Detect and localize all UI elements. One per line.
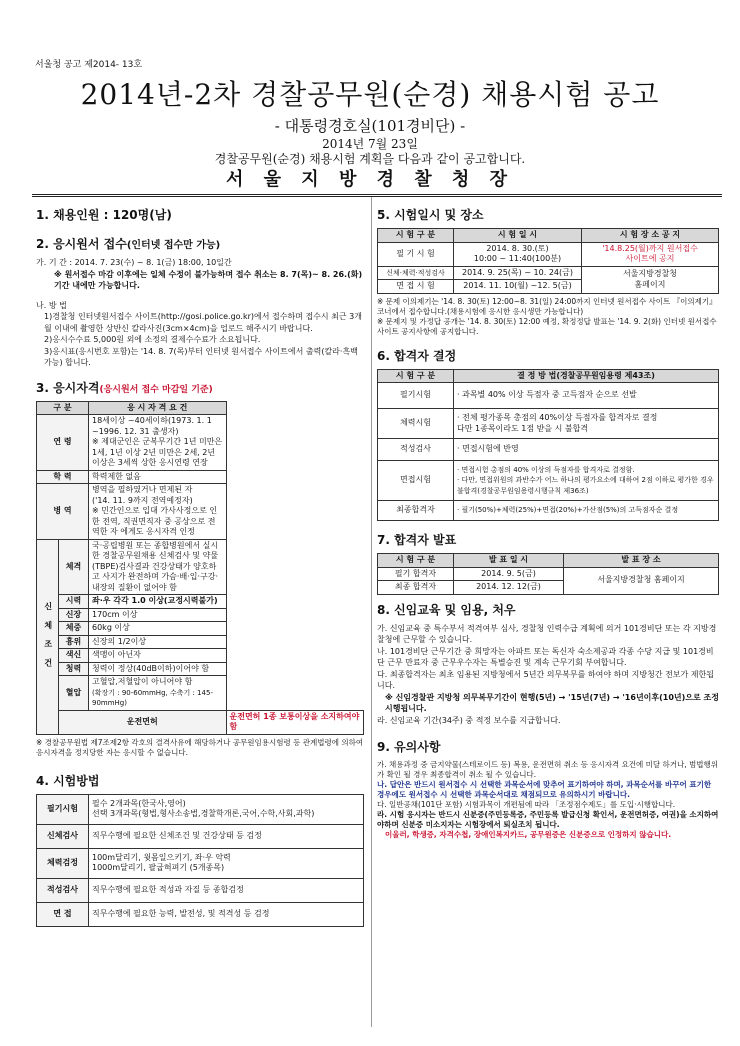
vision-text: 좌·우 각각 1.0 이상(교정시력불가): [89, 595, 227, 609]
page-title: 2014년-2차 경찰공무원(순경) 채용시험 공고: [80, 78, 660, 111]
military-text: 병역을 필하였거나 면제된 자 ('14. 11. 9까지 전역예정자) ※ 민간인으로 입대 가사사정으로 인한 전역, 직권면직자 중 공상으로 전역한 자 에게도 응시자격 인정: [89, 484, 227, 540]
chest-label: 흉위: [59, 635, 89, 649]
section-2-title-main: 2. 응시원서 접수: [36, 237, 127, 251]
s9-na: 나. 답안은 반드시 원서접수 시 선택한 과목순서에 맞추어 표기하여야 하며, 과목순서를 바꾸어 표기한 경우에도 원서접수 시 선택한 과목순서대로 채점되므로 유의하시기 바랍니다.: [377, 780, 712, 799]
license-label: 운전면허: [59, 710, 227, 734]
weight-label: 체중: [59, 622, 89, 636]
color-vision-text: 색맹이 아닌자: [89, 649, 227, 663]
s6-label-1: 체력시험: [378, 409, 454, 439]
edu-label: 학 력: [37, 470, 89, 484]
s6-label-4: 최종합격자: [378, 501, 454, 521]
s8-ga: 가. 신임교육 중 특수부서 적격여부 심사, 경찰청 인력수급 계획에 의거 101경비단 또는 각 지방경찰청에 근무할 수 있습니다.: [377, 623, 717, 644]
exam-schedule-table: [377, 228, 719, 294]
announcement-table: [377, 553, 719, 595]
method-text-1: 직무수행에 필요한 신체조건 및 건강상태 등 검정: [89, 824, 364, 848]
s6-text-4: · 필기(50%)+체력(25%)+면접(20%)+가산점(5%)의 고득점자순 결정: [454, 501, 719, 521]
military-label: 병 역: [37, 484, 89, 540]
s5-th-0: 시 험 구 분: [378, 229, 454, 243]
s5-r1-date: 2014. 8. 30.(토) 10:00 ~ 11:40(100분): [454, 242, 582, 266]
intro-text: 경찰공무원(순경) 채용시험 계획을 다음과 같이 공고합니다.: [214, 152, 526, 166]
age-text: 18세이상 ~40세이하(1973. 1. 1 ~1996. 12. 31 출생자) ※ 제대군인은 군복무기간 1년 미만은 1세, 1년 이상 2년 미만은 2세, 2년 이상은 3세씩 상한 응시연령 연장: [89, 415, 227, 471]
section-6-title: 6. 합격자 결정: [377, 348, 457, 363]
body-condition-label: 신 체 조 건: [37, 539, 59, 734]
age-label: 연 령: [37, 415, 89, 471]
s2-method-2: 2)응시수수료 5,000원 외에 소정의 결제수수료가 소요됩니다.: [44, 335, 261, 344]
method-label-1: 신체검사: [37, 824, 89, 848]
s9-da: 다. 일반공채(101단 포함) 시험과목이 개편됨에 따라 「조정점수제도」를 도입·시행합니다.: [377, 800, 676, 809]
s5-note-1: ※ 문제 이의제기는 '14. 8. 30(토) 12:00~8. 31(일) 24:00까지 인터넷 원서접수 사이트 『이의제기』 코너에서 접수합니다.(채용시험에 응시한 응시생만 가능합니다): [377, 296, 717, 316]
method-label-3: 적성검사: [37, 878, 89, 902]
weight-text: 60kg 이상: [89, 622, 227, 636]
color-vision-label: 색신: [59, 649, 89, 663]
chest-text: 신장의 1/2이상: [89, 635, 227, 649]
pass-decision-table: [377, 369, 719, 522]
s6-th-1: 결 정 방 법(경찰공무원임용령 제43조): [454, 369, 719, 383]
section-3-title-main: 3. 응시자격: [36, 380, 100, 395]
height-label: 신장: [59, 608, 89, 622]
s6-th-0: 시 험 구 분: [378, 369, 454, 383]
s2-method: 나. 방 법: [36, 300, 67, 310]
s6-text-0: · 과목별 40% 이상 득점자 중 고득점자 순으로 선발: [454, 383, 719, 409]
section-3-title: [36, 379, 364, 396]
s5-r2-label: 신체·체력·적성검사: [378, 266, 454, 280]
edu-text: 학력제한 없음: [89, 470, 227, 484]
s7-th-1: 발 표 일 시: [454, 554, 564, 568]
method-text-4: 직무수행에 필요한 능력, 발전성, 및 적격성 등 검정: [89, 902, 364, 926]
column-divider: [371, 197, 372, 1027]
right-column: [377, 200, 719, 840]
physique-label: 체격: [59, 539, 89, 595]
height-text: 170cm 이상: [89, 608, 227, 622]
section-5-title: 5. 시험일시 및 장소: [377, 208, 484, 222]
notice-number: 서울청 공고 제2014- 13호: [35, 60, 143, 70]
method-text-3: 직무수행에 필요한 적성과 자질 등 종합검정: [89, 878, 364, 902]
s7-r1-date: 2014. 9. 5(금): [454, 567, 564, 581]
th-division: 구 분: [37, 401, 89, 415]
subtitle: - 대통령경호실(101경비단) -: [274, 117, 466, 135]
section-3-title-sub: (응시원서 접수 마감일 기준): [99, 384, 213, 395]
method-label-2: 체력검정: [37, 848, 89, 878]
eligibility-table: [36, 401, 364, 735]
s5-r3-date: 2014. 11. 10(월) ~12. 5(금): [454, 280, 582, 294]
s7-th-0: 시 험 구 분: [378, 554, 454, 568]
bp-text: 고혈압,저혈압이 아니어야 함: [92, 677, 193, 686]
s8-ra: 라. 신임교육 기간(34주) 중 적정 보수를 지급합니다.: [377, 715, 561, 725]
s7-place: 서울지방경찰청 홈페이지: [564, 567, 719, 594]
s2-method-1: 1)경찰청 인터넷원서접수 사이트(http://gosi.police.go.kr)에서 접수하며 접수시 최근 3개월 이내에 촬영한 상반신 칼라사진(3cm×4cm)을 업로드 해주시기 바랍니다.: [44, 312, 362, 333]
s9-ra-2: 이울러, 학생증, 자격수첩, 장애인복지카드, 공무원증은 신분증으로 인정하지 않습니다.: [385, 830, 672, 839]
section-7-title: 7. 합격자 발표: [377, 533, 457, 547]
s2-period-note: ※ 원서접수 마감 이후에는 일체 수정이 불가능하며 접수 취소는 8. 7(목)~ 8. 26.(화) 기간 내에만 가능합니다.: [54, 269, 363, 290]
section-1-title: 1. 채용인원 : 120명(남): [36, 208, 172, 222]
s5-r1-label: 필 기 시 험: [378, 242, 454, 266]
bp-sub: (확장기 : 90-60mmHg, 수축기 : 145-90mmHg): [92, 688, 213, 707]
agency-name: 서 울 지 방 경 찰 청 장: [226, 169, 514, 190]
license-text: 운전면허 1종 보통이상을 소지하여야 함: [226, 710, 364, 734]
s6-label-2: 적성검사: [378, 439, 454, 461]
s7-r2-date: 2014. 12. 12(금): [454, 581, 564, 595]
s5-r2-date: 2014. 9. 25(목) ~ 10. 24(금): [454, 266, 582, 280]
s5-r3-label: 면 접 시 험: [378, 280, 454, 294]
s8-na: 나. 101경비단 근무기간 중 희망자는 아파트 또는 독신자 숙소제공과 각종 수당 지급 및 101경비단 근무 만료자 중 근무우수자는 특별승진 및 계속 근무기회 부여합니다.: [377, 646, 714, 667]
bp-label: 혈압: [59, 676, 89, 711]
method-text-2: 100m달리기, 윗몸일으키기, 좌·우 악력 1000m달리기, 팔굽혀펴기 (5개종목): [89, 848, 364, 878]
section-8-title: 8. 신임교육 및 임용, 처우: [377, 602, 516, 617]
left-column: [36, 200, 364, 927]
exam-method-table: [36, 794, 364, 927]
section-2-title: [36, 235, 364, 252]
section-4-title: 4. 시험방법: [36, 773, 100, 788]
s9-ga: 가. 채용과정 중 금지약물(스테로이드 등) 복용, 운전면허 취소 등 응시자격 요건에 미달 하거나, 범법행위가 확인 될 경우 최종합격이 취소 될 수 있습니다.: [377, 760, 719, 779]
method-text-0: 필수 2개과목(한국사,영어) 선택 3개과목(형법,형사소송법,경찰학개론,국어,수학,사회,과학): [89, 794, 364, 824]
s5-r1-place: '14.8.25(월)까지 원서접수 사이트에 공지: [582, 242, 719, 266]
th-requirements: 응 시 자 격 요 건: [89, 401, 227, 415]
section-2-title-sub: (인터넷 접수만 가능): [126, 240, 221, 251]
physique-text: 국·공립병원 또는 종합병원에서 실시한 경찰공무원채용 신체검사 및 약물(TBPE)검사결과 건강상태가 양호하고 사지가 완전하며 가슴·배·입·구강·내장의 질환이 없어야 함: [89, 539, 227, 595]
vision-label: 시력: [59, 595, 89, 609]
s2-method-3: 3)응시표(응시번호 포함)는 '14. 8. 7(목)부터 인터넷 원서접수 사이트에서 출력(칼라·흑백가능) 합니다.: [44, 346, 358, 367]
hearing-label: 청력: [59, 662, 89, 676]
section-9-title: 9. 유의사항: [377, 740, 441, 754]
method-label-4: 면 접: [37, 902, 89, 926]
s9-ra-1: 라. 시험 응시자는 반드시 신분증(주민등록증, 주민등록 발급신청 확인서, 운전면허증, 여권)을 소지하여야하며 신분증 미소지자는 시험장에서 퇴실조치 됩니다.: [377, 810, 719, 829]
s6-text-1: · 전체 평가종목 총점의 40%이상 득점자를 합격자로 결정 다만 1종목이라도 1점 받을 시 불합격: [454, 409, 719, 439]
s5-r23-place: 서울지방경찰청 홈페이지: [582, 266, 719, 293]
s7-r1-label: 필기 합격자: [378, 567, 454, 581]
s6-label-0: 필기시험: [378, 383, 454, 409]
bp-cell: [89, 676, 227, 711]
s2-period: 가. 기 간 : 2014. 7. 23(수) ~ 8. 1(금) 18:00, 10일간: [36, 258, 232, 267]
hearing-text: 청력이 정상(40dB이하)이어야 함: [89, 662, 227, 676]
s7-r2-label: 최종 합격자: [378, 581, 454, 595]
s5-note-2: ※ 문제지 및 가정답 공개는 '14. 8. 30(토) 12:00 예정, 확정정답 발표는 '14. 9. 2(화) 인터넷 원서접수 사이트 공지사항에 공지합니다.: [377, 316, 717, 336]
method-label-0: 필기시험: [37, 794, 89, 824]
s5-th-2: 시 험 장 소 공 지: [582, 229, 719, 243]
s8-da-note: ※ 신임경찰관 지방청 의무복무기간이 현행(5년) → '15년(7년) → '16년이후(10년)으로 조정 시행됩니다.: [385, 692, 719, 713]
s5-th-1: 시 험 일 시: [454, 229, 582, 243]
s7-th-2: 발 표 장 소: [564, 554, 719, 568]
notice-date: 2014년 7월 23일: [322, 137, 418, 151]
s8-da: 다. 최종합격자는 최초 임용된 지방청에서 5년간 의무복무를 하여야 하며 지방청간 전보가 제한됩니다.: [377, 669, 714, 690]
s6-text-3: · 면접시험 총점의 40% 이상의 득점자를 합격자로 결정함. · 다만, 면접위원의 과반수가 어느 하나의 평가요소에 대하여 2점 이하로 평가한 경우 불합격(경찰공무원임용령시행규칙 제36조): [454, 461, 719, 501]
s6-text-2: · 면접시험에 반영: [454, 439, 719, 461]
s6-label-3: 면접시험: [378, 461, 454, 501]
header-divider: [32, 194, 722, 197]
s3-note: ※ 경찰공무원법 제7조제2항 각호의 결격사유에 해당하거나 공무원임용시험령 등 관계법령에 의하여 응시자격을 정지당한 자는 응시할 수 없습니다.: [36, 737, 364, 757]
